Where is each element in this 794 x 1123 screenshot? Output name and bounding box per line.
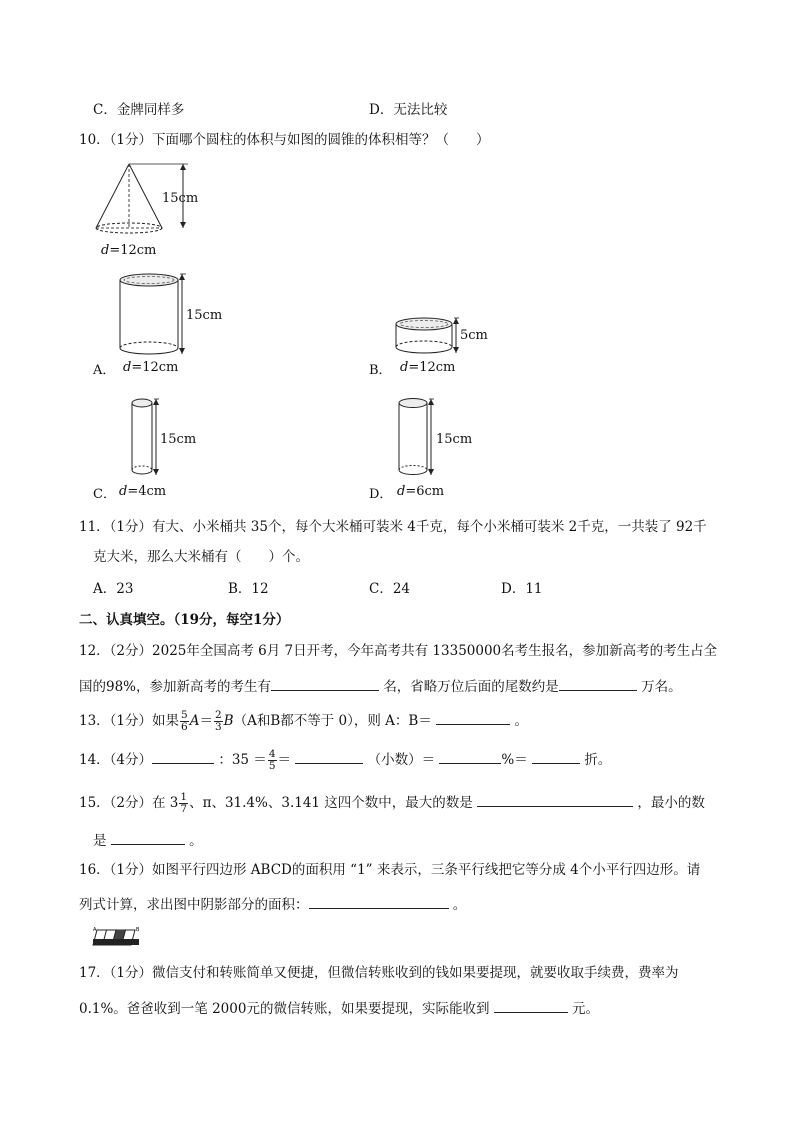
q14-blank-4[interactable] — [532, 751, 580, 764]
q14-blank-3[interactable] — [439, 751, 501, 764]
q15-blank-max[interactable] — [477, 794, 633, 807]
q14-blank-1[interactable] — [152, 751, 214, 764]
q9-option-d: D．无法比较 — [369, 102, 448, 118]
q10-stem: 10．（1分）下面哪个圆柱的体积与如图的圆锥的体积相等？（ ） — [79, 132, 490, 148]
q14-line: 14．（4分） ：35 ＝ $\frac{4}{5}$ ＝ （小数）＝ %＝ 折。 — [79, 747, 612, 772]
q13-line: 13．（1分）如果 $\frac{5}{6}$ A＝ $\frac{2}{3}$ B（A和B都不等于 0），则 A：B＝ 。 — [79, 708, 528, 733]
option-a-letter: A． — [93, 363, 116, 378]
parallelogram-label-b: B — [136, 927, 140, 933]
cylinder-c-diameter-label: d=4cm — [119, 484, 167, 499]
cone-height-label: 15cm — [162, 191, 199, 206]
option-b-letter: B． — [369, 363, 392, 378]
q14-fraction: $\frac{4}{5}$ — [268, 747, 276, 772]
cylinder-b-diameter-label: d=12cm — [400, 360, 456, 375]
q11-line2: 克大米，那么大米桶有（ ）个。 — [93, 549, 309, 565]
q17-line2: 0.1%。爸爸收到一笔 2000元的微信转账，如果要提现，实际能收到 元。 — [79, 1001, 600, 1017]
q16-line2: 列式计算，求出图中阴影部分的面积： 。 — [79, 897, 467, 913]
q11-option-c: C．24 — [369, 581, 411, 597]
q13-fraction-1: $\frac{5}{6}$ — [181, 708, 188, 733]
cylinder-d-diameter-label: d=6cm — [397, 484, 445, 499]
q15-line1: 15．（2分）在 3 $\frac{1}{7}$ 、π、31.4%、3.141 这四个数中，最大的数是 ，最小的数 — [79, 790, 705, 815]
cylinder-c-height-label: 15cm — [160, 432, 197, 447]
q15-fraction: $\frac{1}{7}$ — [180, 790, 188, 815]
option-c-letter: C． — [93, 487, 116, 502]
q13-fraction-2: $\frac{2}{3}$ — [214, 708, 222, 733]
q17-line1: 17．（1分）微信支付和转账简单又便捷，但微信转账收到的钱如果要提现，就要收取手续费，费率为 — [79, 965, 679, 981]
q12-line1: 12．（2分）2025年全国高考 6月 7日开考，今年高考共有 13350000名考生报名，参加新高考的考生占全 — [79, 643, 718, 659]
q11-option-a: A．23 — [93, 581, 134, 597]
q11-line1: 11．（1分）有大、小米桶共 35个，每个大米桶可装米 4千克，每个小米桶可装米 2千克，一共装了 92千 — [79, 519, 707, 535]
q16-line1: 16．（1分）如图平行四边形 ABCD的面积用 “1” 来表示，三条平行线把它等分成 4个小平行四边形。请 — [79, 862, 701, 878]
q13-blank[interactable] — [436, 712, 510, 725]
q12-blank-1[interactable] — [271, 678, 379, 691]
q11-option-b: B．12 — [228, 581, 269, 597]
cylinder-d-height-label: 15cm — [436, 432, 473, 447]
q9-option-c: C．金牌同样多 — [93, 102, 185, 118]
cylinder-a-drawing — [120, 272, 240, 375]
q17-blank[interactable] — [494, 1000, 568, 1013]
q14-blank-2[interactable] — [295, 751, 363, 764]
q16-blank[interactable] — [309, 896, 449, 909]
parallelogram-drawing — [91, 924, 151, 946]
parallelogram-label-a: A — [93, 927, 97, 933]
q12-blank-2[interactable] — [559, 678, 637, 691]
cylinder-b-height-label: 5cm — [460, 328, 488, 343]
option-d-letter: D． — [369, 487, 393, 502]
section-2-title: 二、认真填空。（19分，每空1分） — [79, 612, 290, 628]
q15-line2: 是 。 — [93, 833, 203, 849]
cylinder-a-height-label: 15cm — [186, 308, 223, 323]
q12-line2: 国的98%，参加新高考的考生有 名，省略万位后面的尾数约是 万名。 — [79, 679, 682, 695]
cone-diameter-label: d=12cm — [101, 243, 157, 258]
cylinder-a-diameter-label: d=12cm — [123, 360, 179, 375]
q15-blank-min[interactable] — [111, 832, 185, 845]
q11-option-d: D．11 — [501, 581, 543, 597]
